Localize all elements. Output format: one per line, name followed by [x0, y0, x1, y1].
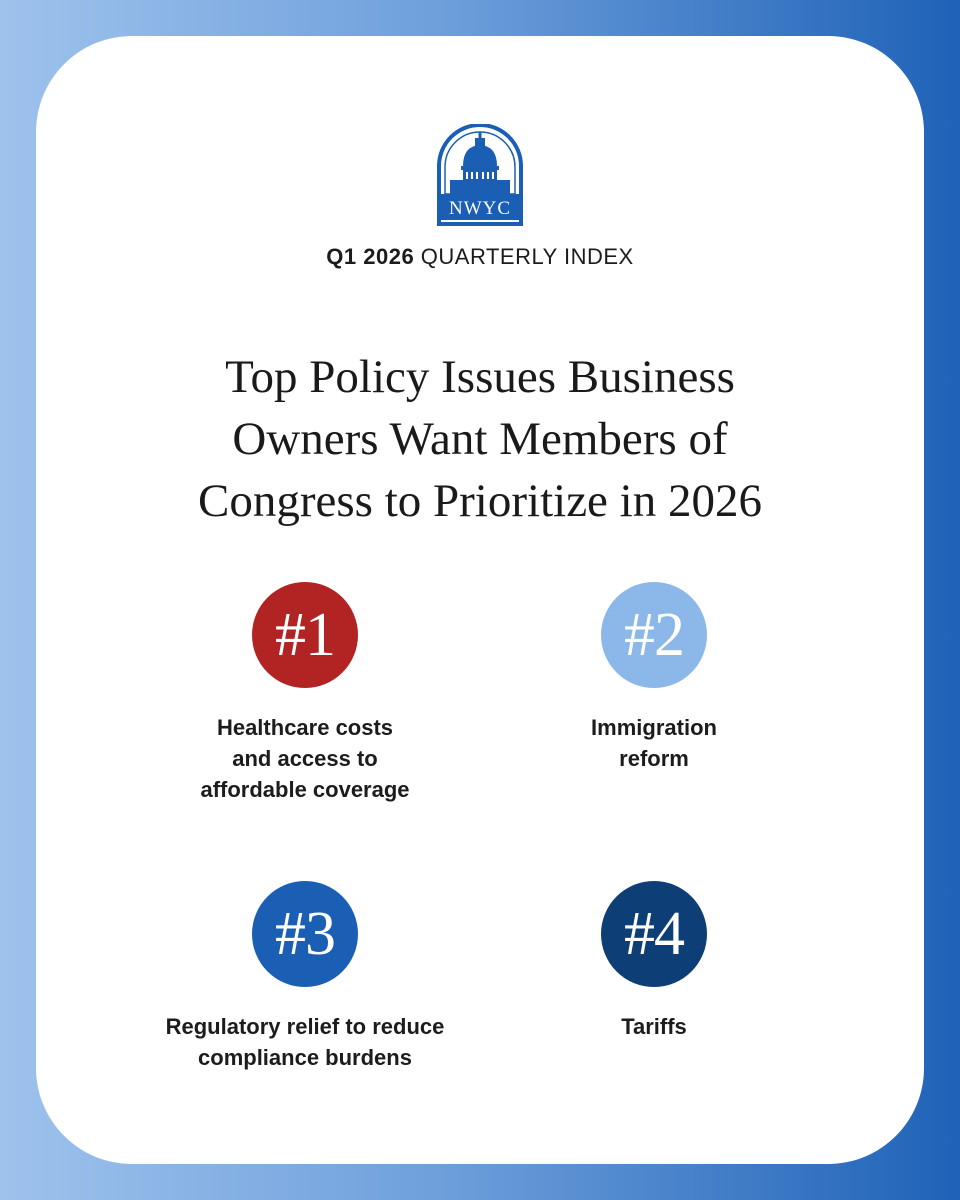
rank-description-line: reform	[619, 746, 689, 771]
title-line: Top Policy Issues Business	[225, 351, 735, 403]
title-line: Congress to Prioritize in 2026	[198, 475, 762, 527]
ranking-item-1	[145, 582, 465, 805]
rank-description	[494, 1011, 814, 1042]
ranking-item-2	[494, 582, 814, 774]
rank-description-line: Tariffs	[621, 1014, 687, 1039]
nwyc-logo	[436, 124, 524, 226]
rank-description-line: Immigration	[591, 715, 717, 740]
rank-description-line: Healthcare costs	[216, 715, 394, 740]
rank-badge: #4	[601, 881, 707, 987]
subtitle-rest: QUARTERLY INDEX	[414, 244, 634, 269]
rank-description-line: Regulatory relief to reduce	[165, 1014, 445, 1039]
ranking-item-3	[145, 881, 465, 1073]
rank-description-line: and access to	[232, 746, 378, 771]
logo-text: NWYC	[448, 198, 512, 219]
ranking-item-4	[494, 881, 814, 1042]
rank-badge: #3	[252, 881, 358, 987]
rank-description-line: compliance burdens	[198, 1045, 412, 1070]
capitol-dome-icon	[436, 124, 524, 226]
report-subtitle	[36, 244, 924, 270]
rank-description	[494, 712, 814, 774]
rank-description	[145, 712, 465, 805]
rank-badge: #1	[252, 582, 358, 688]
subtitle-quarter: Q1 2026	[326, 244, 415, 269]
page-title	[116, 346, 844, 532]
rank-description	[145, 1011, 465, 1073]
title-line: Owners Want Members of	[232, 413, 728, 465]
infographic-card	[36, 36, 924, 1164]
rank-description-line: affordable coverage	[200, 777, 410, 802]
rank-badge: #2	[601, 582, 707, 688]
